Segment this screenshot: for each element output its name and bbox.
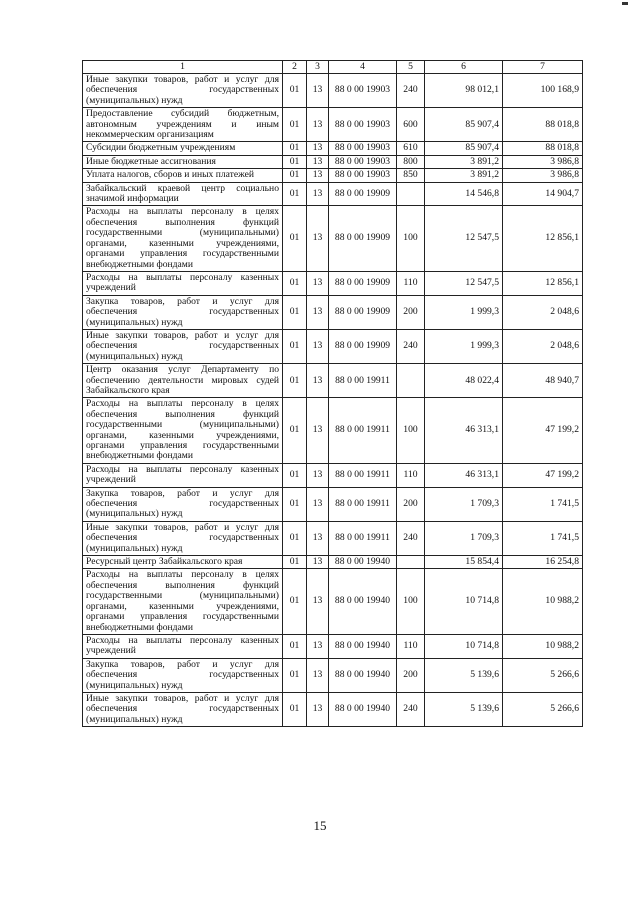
expense-type-code: 100	[397, 569, 425, 634]
target-article-code: 88 0 00 19909	[329, 206, 397, 271]
table-row	[83, 658, 583, 692]
expense-type-code: 240	[397, 74, 425, 108]
expense-name: Расходы на выплаты персоналу в целях обеспечения выполнения функций государственными (муниципальными) органами, казенными учреждениями, органами управления государственными внебюджетными фондами	[83, 398, 283, 463]
table-row	[83, 463, 583, 487]
subsection-code: 13	[307, 398, 329, 463]
subsection-code: 13	[307, 364, 329, 398]
amount-col-7: 48 940,7	[503, 364, 583, 398]
table-row	[83, 556, 583, 569]
section-code: 01	[283, 692, 307, 726]
expense-name: Расходы на выплаты персоналу казенных учреждений	[83, 463, 283, 487]
section-code: 01	[283, 295, 307, 329]
expense-type-code: 100	[397, 206, 425, 271]
expense-name: Расходы на выплаты персоналу казенных учреждений	[83, 634, 283, 658]
section-code: 01	[283, 169, 307, 182]
target-article-code: 88 0 00 19903	[329, 155, 397, 168]
table-row	[83, 398, 583, 463]
expense-type-code	[397, 556, 425, 569]
expense-name: Расходы на выплаты персоналу казенных учреждений	[83, 271, 283, 295]
expense-type-code: 240	[397, 692, 425, 726]
amount-col-7: 88 018,8	[503, 108, 583, 142]
amount-col-7: 3 986,8	[503, 169, 583, 182]
expense-name: Центр оказания услуг Департаменту по обеспечению деятельности мировых судей Забайкальского края	[83, 364, 283, 398]
amount-col-7: 47 199,2	[503, 398, 583, 463]
expense-name: Субсидии бюджетным учреждениям	[83, 142, 283, 155]
amount-col-7: 16 254,8	[503, 556, 583, 569]
target-article-code: 88 0 00 19940	[329, 634, 397, 658]
header-row	[83, 61, 583, 74]
expense-name: Иные закупки товаров, работ и услуг для обеспечения государственных (муниципальных) нужд	[83, 329, 283, 363]
expense-type-code: 100	[397, 398, 425, 463]
header-col-2: 2	[283, 61, 307, 74]
expense-name: Предоставление субсидий бюджетным, автономным учреждениям и иным некоммерческим организациям	[83, 108, 283, 142]
table-row	[83, 569, 583, 634]
amount-col-6: 1 709,3	[425, 521, 503, 555]
amount-col-7: 12 856,1	[503, 271, 583, 295]
table-row	[83, 182, 583, 206]
amount-col-6: 98 012,1	[425, 74, 503, 108]
target-article-code: 88 0 00 19911	[329, 364, 397, 398]
target-article-code: 88 0 00 19903	[329, 142, 397, 155]
table-row	[83, 521, 583, 555]
header-col-1: 1	[83, 61, 283, 74]
expense-type-code: 200	[397, 295, 425, 329]
header-col-5: 5	[397, 61, 425, 74]
expense-type-code: 200	[397, 658, 425, 692]
amount-col-7: 14 904,7	[503, 182, 583, 206]
amount-col-7: 3 986,8	[503, 155, 583, 168]
table-row	[83, 206, 583, 271]
table-row	[83, 74, 583, 108]
expense-type-code: 110	[397, 463, 425, 487]
section-code: 01	[283, 364, 307, 398]
table-row	[83, 155, 583, 168]
section-code: 01	[283, 182, 307, 206]
expense-name: Закупка товаров, работ и услуг для обеспечения государственных (муниципальных) нужд	[83, 295, 283, 329]
section-code: 01	[283, 634, 307, 658]
amount-col-7: 47 199,2	[503, 463, 583, 487]
subsection-code: 13	[307, 271, 329, 295]
section-code: 01	[283, 569, 307, 634]
header-col-6: 6	[425, 61, 503, 74]
section-code: 01	[283, 74, 307, 108]
target-article-code: 88 0 00 19940	[329, 556, 397, 569]
section-code: 01	[283, 398, 307, 463]
table-row	[83, 142, 583, 155]
amount-col-7: 2 048,6	[503, 329, 583, 363]
subsection-code: 13	[307, 634, 329, 658]
expense-type-code: 800	[397, 155, 425, 168]
amount-col-6: 3 891,2	[425, 169, 503, 182]
expense-name: Уплата налогов, сборов и иных платежей	[83, 169, 283, 182]
target-article-code: 88 0 00 19909	[329, 295, 397, 329]
section-code: 01	[283, 155, 307, 168]
section-code: 01	[283, 463, 307, 487]
subsection-code: 13	[307, 487, 329, 521]
target-article-code: 88 0 00 19909	[329, 329, 397, 363]
amount-col-6: 1 999,3	[425, 329, 503, 363]
amount-col-6: 14 546,8	[425, 182, 503, 206]
subsection-code: 13	[307, 692, 329, 726]
subsection-code: 13	[307, 182, 329, 206]
subsection-code: 13	[307, 569, 329, 634]
section-code: 01	[283, 487, 307, 521]
table-row	[83, 692, 583, 726]
expense-name: Иные закупки товаров, работ и услуг для обеспечения государственных (муниципальных) нужд	[83, 74, 283, 108]
expense-type-code: 600	[397, 108, 425, 142]
amount-col-6: 10 714,8	[425, 569, 503, 634]
expense-type-code	[397, 364, 425, 398]
subsection-code: 13	[307, 142, 329, 155]
amount-col-7: 10 988,2	[503, 634, 583, 658]
expense-name: Расходы на выплаты персоналу в целях обеспечения выполнения функций государственными (муниципальными) органами, казенными учреждениями, органами управления государственными внебюджетными фондами	[83, 569, 283, 634]
table-body	[83, 74, 583, 727]
subsection-code: 13	[307, 155, 329, 168]
target-article-code: 88 0 00 19940	[329, 569, 397, 634]
amount-col-6: 1 999,3	[425, 295, 503, 329]
amount-col-6: 3 891,2	[425, 155, 503, 168]
subsection-code: 13	[307, 463, 329, 487]
amount-col-6: 46 313,1	[425, 463, 503, 487]
amount-col-7: 5 266,6	[503, 692, 583, 726]
table-row	[83, 169, 583, 182]
expense-name: Закупка товаров, работ и услуг для обеспечения государственных (муниципальных) нужд	[83, 658, 283, 692]
amount-col-7: 2 048,6	[503, 295, 583, 329]
page-number: 15	[313, 818, 327, 833]
expense-name: Расходы на выплаты персоналу в целях обеспечения выполнения функций государственными (муниципальными) органами, казенными учреждениями, органами управления государственными внебюджетными фондами	[83, 206, 283, 271]
amount-col-6: 85 907,4	[425, 142, 503, 155]
target-article-code: 88 0 00 19940	[329, 692, 397, 726]
amount-col-6: 12 547,5	[425, 206, 503, 271]
amount-col-7: 12 856,1	[503, 206, 583, 271]
target-article-code: 88 0 00 19903	[329, 169, 397, 182]
target-article-code: 88 0 00 19911	[329, 487, 397, 521]
expense-name: Ресурсный центр Забайкальского края	[83, 556, 283, 569]
target-article-code: 88 0 00 19911	[329, 521, 397, 555]
table-row	[83, 364, 583, 398]
table-row	[83, 634, 583, 658]
target-article-code: 88 0 00 19911	[329, 398, 397, 463]
expense-type-code: 240	[397, 521, 425, 555]
amount-col-7: 10 988,2	[503, 569, 583, 634]
amount-col-7: 88 018,8	[503, 142, 583, 155]
subsection-code: 13	[307, 658, 329, 692]
table-row	[83, 295, 583, 329]
section-code: 01	[283, 142, 307, 155]
amount-col-6: 48 022,4	[425, 364, 503, 398]
section-code: 01	[283, 329, 307, 363]
table-row	[83, 487, 583, 521]
amount-col-6: 10 714,8	[425, 634, 503, 658]
expense-type-code: 110	[397, 634, 425, 658]
subsection-code: 13	[307, 329, 329, 363]
section-code: 01	[283, 658, 307, 692]
subsection-code: 13	[307, 206, 329, 271]
expense-type-code: 610	[397, 142, 425, 155]
section-code: 01	[283, 108, 307, 142]
expense-name: Иные бюджетные ассигнования	[83, 155, 283, 168]
header-col-4: 4	[329, 61, 397, 74]
subsection-code: 13	[307, 169, 329, 182]
target-article-code: 88 0 00 19911	[329, 463, 397, 487]
amount-col-7: 1 741,5	[503, 487, 583, 521]
target-article-code: 88 0 00 19940	[329, 658, 397, 692]
expense-type-code: 850	[397, 169, 425, 182]
subsection-code: 13	[307, 108, 329, 142]
amount-col-6: 15 854,4	[425, 556, 503, 569]
expense-type-code	[397, 182, 425, 206]
table-row	[83, 329, 583, 363]
amount-col-6: 12 547,5	[425, 271, 503, 295]
table-row	[83, 271, 583, 295]
expense-name: Иные закупки товаров, работ и услуг для обеспечения государственных (муниципальных) нужд	[83, 521, 283, 555]
subsection-code: 13	[307, 556, 329, 569]
expense-name: Забайкальский краевой центр социально значимой информации	[83, 182, 283, 206]
expense-name: Иные закупки товаров, работ и услуг для обеспечения государственных (муниципальных) нужд	[83, 692, 283, 726]
section-code: 01	[283, 271, 307, 295]
expense-type-code: 240	[397, 329, 425, 363]
target-article-code: 88 0 00 19909	[329, 182, 397, 206]
amount-col-7: 5 266,6	[503, 658, 583, 692]
subsection-code: 13	[307, 295, 329, 329]
table-row	[83, 108, 583, 142]
target-article-code: 88 0 00 19903	[329, 108, 397, 142]
subsection-code: 13	[307, 521, 329, 555]
subsection-code: 13	[307, 74, 329, 108]
section-code: 01	[283, 521, 307, 555]
section-code: 01	[283, 556, 307, 569]
budget-table	[82, 60, 583, 727]
amount-col-7: 100 168,9	[503, 74, 583, 108]
header-col-3: 3	[307, 61, 329, 74]
amount-col-7: 1 741,5	[503, 521, 583, 555]
expense-name: Закупка товаров, работ и услуг для обеспечения государственных (муниципальных) нужд	[83, 487, 283, 521]
target-article-code: 88 0 00 19909	[329, 271, 397, 295]
expense-type-code: 110	[397, 271, 425, 295]
amount-col-6: 85 907,4	[425, 108, 503, 142]
amount-col-6: 46 313,1	[425, 398, 503, 463]
header-col-7: 7	[503, 61, 583, 74]
expense-type-code: 200	[397, 487, 425, 521]
target-article-code: 88 0 00 19903	[329, 74, 397, 108]
corner-mark	[622, 2, 628, 5]
amount-col-6: 5 139,6	[425, 658, 503, 692]
section-code: 01	[283, 206, 307, 271]
amount-col-6: 1 709,3	[425, 487, 503, 521]
amount-col-6: 5 139,6	[425, 692, 503, 726]
